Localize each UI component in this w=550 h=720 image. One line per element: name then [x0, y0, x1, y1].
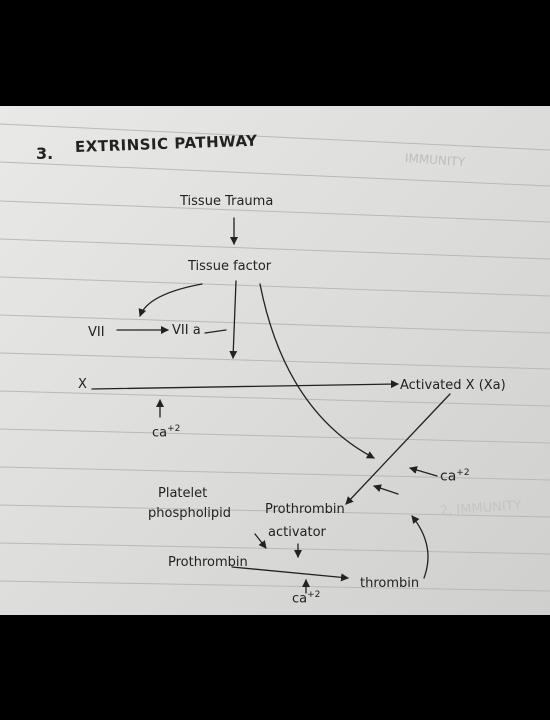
prothrombin-activator-label-line1: Prothrombin [265, 502, 345, 517]
factor-viia-label: VII a [172, 323, 201, 338]
tissue-trauma-label: Tissue Trauma [180, 194, 274, 209]
activated-x-label: Activated X (Xa) [400, 378, 506, 393]
prothrombin-label: Prothrombin [168, 555, 248, 570]
phospholipid-label: phospholipid [148, 506, 232, 521]
tissue-factor-label: Tissue factor [188, 259, 272, 274]
calcium-label-1: $ca^{+2}$ [152, 424, 181, 441]
prothrombin-activator-label-line2: activator [268, 525, 326, 540]
platelet-label: Platelet [158, 486, 208, 501]
notebook-page [0, 106, 550, 615]
calcium-label-2: $ca^{+2}$ [440, 468, 470, 485]
factor-vii-label: VII [88, 325, 105, 340]
bleed-through-top: IMMUNITY [404, 151, 466, 170]
heading-number: 3. [36, 144, 54, 163]
thrombin-label: thrombin [360, 576, 420, 591]
page-title: EXTRINSIC PATHWAY [74, 131, 258, 156]
calcium-label-3: $ca^{+2}$ [292, 590, 321, 607]
factor-x-label: X [78, 377, 87, 392]
bleed-through-side: 2. IMMUNITY [439, 498, 523, 519]
